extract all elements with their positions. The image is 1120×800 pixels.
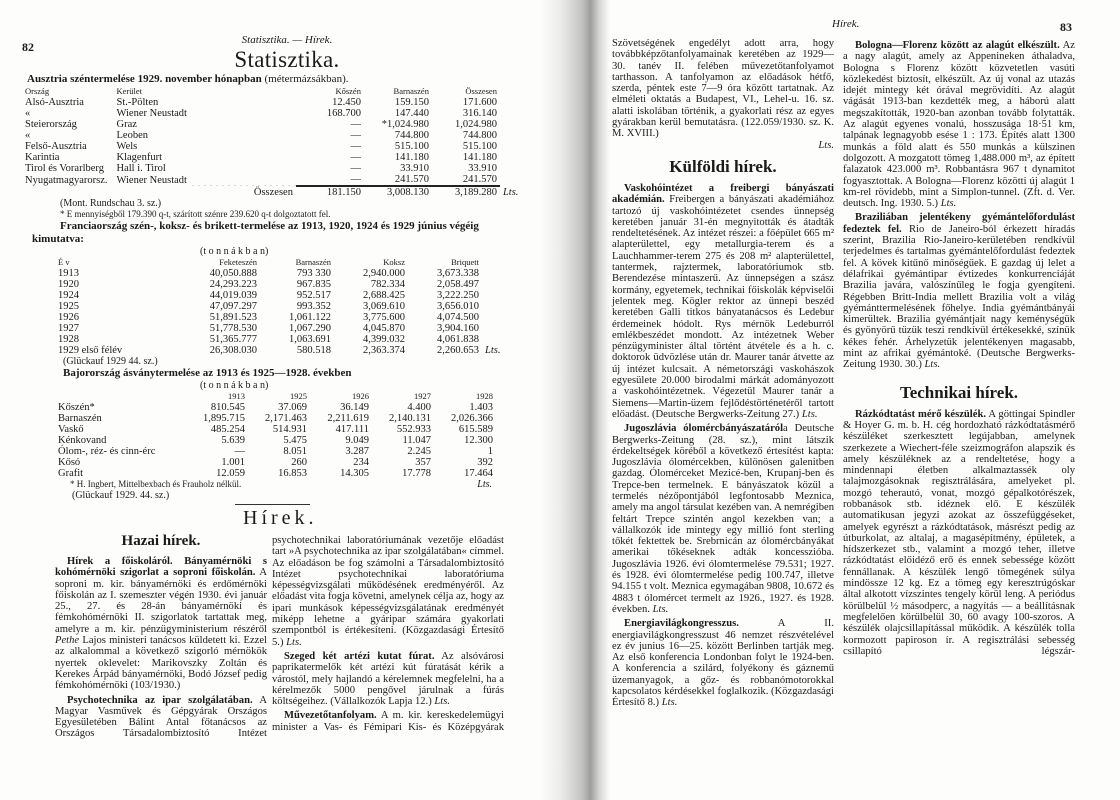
empty: [22, 186, 114, 198]
bavaria-footnote: * H. Ingbert, Mittelbexbach és Frauholz nélkül.: [70, 479, 242, 489]
article-body: a Deutsche Bergwerks-Zeitung (28. sz.), mint látszik érdekeltségek köréből a következő értesítést kapta: Jugoszlávia ólomércekben, különösen galenitben gazdag. Ólomérceket Mezicé-ben, Krupanj-ben és Trepce-ben termelnek. E bányászatok közül a termelés nézőpontjából legfontosabb Meznica, amely ma angol társulat kezében van. A nemrégiben feltárt Trepce szintén angol kezekben van; a vállalkozók ide mintegy egy millió font sterling tőkét fektettek be. Srebrnicán az ólomércbányákat amerikai tőkéseknek adták koncesszióba. Jugoszlávia 1926. évi ólomtermelése 79.531; 1927. és 1928. évi ólomtermelése pedig 100.747, illetve 94.155 t volt. Meznica egymagában 9808, 10.672 és 4883 t ólomércet termelt az 1926., 1927. és 1928. években.: [612, 423, 834, 615]
country-cell: Felső-Ausztria: [25, 141, 87, 152]
austria-heading-bold: Ausztria széntermelése 1929. november hónapban: [27, 73, 262, 85]
year-cell: 1929 első félév: [58, 345, 123, 356]
value-cell: 260: [291, 457, 307, 468]
article-college-exams: [55, 556, 267, 692]
country-cell: «: [25, 108, 31, 119]
value-cell: 159.150: [394, 97, 429, 108]
empty: [500, 119, 521, 130]
page-number-right: 83: [1060, 20, 1072, 34]
column-header: Kőszén: [335, 86, 361, 96]
value-cell: 51,365.777: [209, 334, 257, 345]
year-cell: 1928: [58, 334, 79, 345]
empty: [482, 312, 503, 323]
value-cell: 47,097.297: [209, 301, 257, 312]
empty: [500, 152, 521, 163]
article-szeged-wells: [272, 651, 504, 707]
value-cell: 316.140: [462, 108, 497, 119]
running-head: Statisztika. — Hírek.: [241, 34, 333, 46]
value-cell: 4,061.838: [437, 334, 479, 345]
news-title: Hírek.: [243, 507, 318, 529]
value-cell: 2,260.653: [437, 345, 479, 356]
article-psychotechnics: [55, 695, 267, 740]
value-cell: 967.835: [296, 279, 331, 290]
signature: Lts.: [818, 139, 834, 151]
article-bologna-tunnel: [843, 40, 1075, 209]
value-cell: —: [350, 141, 361, 152]
page-gutter-shadow: [540, 0, 610, 800]
empty: [500, 174, 521, 186]
foreign-heading: Külföldi hírek.: [669, 156, 777, 176]
table-row: [55, 446, 496, 457]
column-header: [482, 257, 503, 268]
article-yugoslavia: [612, 423, 834, 615]
year-cell: 1924: [58, 290, 79, 301]
empty: [482, 323, 503, 334]
empty: [482, 334, 503, 345]
year-cell: 1926: [58, 312, 79, 323]
article-body: A göttingai Spindler & Hoyer G. m. b. H. cég hordozható rázkódtatásmérő készüléket szerkesztett legújabban, amelynek szerkezete a Wiechert-féle szeizmográfon alapszik és amely készüléknek az a rendeltetése, hogy a mindennapi életben alkalmaztassék oly talajmozgásoknak regisztrálására, amelyeket pl. mozgó teherautó, vonat, mozgó gépalkotórészek, robbanások stb. idéznek elő. E készülék automatikusan jegyzi azokat az összefüggéseket, amelyek egyrészt a rázkódtatások, másrészt pedig az útburkolat, az altalaj, a magasépítmény, épületek, a hídszerkezet stb., valamint a mozgó teher, illetve rázkódtatást előidéző erő és ennek sebessége között fennállanak. A készülék lengő tömegének súlya mindössze 12 kg. Ez a tömeg egy keresztrúgóskar által alkotott vízszintes tengely körül leng. A periódus körülbelül ½ másodperc, a nagyítás — a beállításnak megfelelően körülbelül 30, 60 avagy 100-szoros. A készülék olajcsillapítással működik. A készülék tolla kormozott papiroson ír. A regisztrálási sebesség csillapító légszár-: [843, 408, 1075, 657]
table-row: [55, 312, 503, 323]
value-cell: 241.570: [394, 174, 429, 185]
value-cell: 5.475: [283, 435, 307, 446]
table-row: [22, 152, 521, 163]
page-number: 82: [22, 40, 34, 54]
leader-dots: [190, 163, 296, 174]
article-body: Freibergen a bányászati akadémiához tartozó új vaskohóintézetet csendes ünnepség keretében január 31-én megnyitották és átadták rendeltetésének. Az intézet részei: a főépület 665 m² alapterülettel, egy metallurgia-terem és a Lauchhammer-terem 275 és 208 m² alapterülettel, tantermek, rajztermek, laboratóriumok stb. Berendezése mintaszerű. Az ünnepségen a szász kormány, egyetemek, technikai főiskolák képviselői jelentek meg. Kögler rektor az ünnepi beszéd keretében Galli titkos bányatanácsos és Ledebur érdemeinek hódolt. Rys mérnök Ledeburról emlékbeszédet mondott. Az intézetnek Weber pénzügyminister által történt átvétele és a h. c. doktorok üdvözlése után dr. Maurer tanár átvette az új intézet kulcsait. A németországi vaskohászok egyesülete 20.000 birodalmi márkát adományozott a vaskohóintézetnek. Végezetül Maurer tanár a Siemens—Martin-üzem fejlődéstörténetéről tartott előadást. (Deutsche Bergwerks-Zeitung 27.): [612, 194, 834, 420]
france-unit: (t o n n á k b a n): [200, 246, 269, 257]
value-cell: 12.450: [332, 97, 361, 108]
district-cell: Leoben: [116, 130, 149, 141]
total-cell: 3,008.130: [364, 186, 432, 198]
total-cell: 181.150: [296, 186, 364, 198]
empty: [482, 268, 503, 279]
country-cell: Karintia: [25, 152, 60, 163]
leader-dots: [190, 108, 296, 119]
bavaria-table: [55, 391, 496, 479]
column-header: Koksz: [383, 257, 405, 267]
value-cell: 514.931: [272, 424, 307, 435]
value-cell: 9.049: [345, 435, 369, 446]
signature: Lts.: [502, 186, 519, 198]
value-cell: —: [350, 130, 361, 141]
signature: Lts.: [924, 359, 941, 371]
mineral-cell: Kénkovand: [58, 435, 107, 446]
empty: [500, 97, 521, 108]
column-header: Összesen: [465, 86, 497, 96]
article-body: Az a nagy alagút, amely az Appenineken áthaladva, Bologna s Florenz között közvetetlen vasúti közlekedést biztosít, elkészült. Az új vonal az utazás idejét mintegy két órával megrövidíti. Az alagút vágását 1913-ban kezdették meg, a háború alatt megszakították, 1920-ban azonban tovább folytatták. Az alagút egyenes vonalú, hosszusága 18·51 km, talpának legnagyobb esése 1 : 173. Építés alatt 1300 munkás a föld alatt és 550 munkás a külszinen dolgozott. A mozgatott tömeg 1,488.000 m³, az épített falazatok 423.000 m³. Robbantásra 967 t dynamitot fogyasztottak. A Bologna—Florenz közötti új alagút 1 km-rel rövidebb, mint a Simplon-tunnel. (Zft. d. Ver. deutsch. Ing. 1930. 5.): [843, 40, 1075, 210]
value-cell: 2,140.131: [389, 413, 431, 424]
value-cell: 44,019.039: [209, 290, 257, 301]
technical-heading: Technikai hírek.: [899, 382, 1019, 402]
value-cell: 3,069.610: [363, 301, 405, 312]
value-cell: 51,778.530: [209, 323, 257, 334]
table-row: [55, 457, 496, 468]
district-cell: Wiener Neustadt: [116, 108, 187, 119]
table-row: [55, 413, 496, 424]
value-cell: 3,656.010: [437, 301, 479, 312]
empty: [482, 301, 503, 312]
value-cell: 4,399.032: [363, 334, 405, 345]
total-cell: 3,189.280: [432, 186, 500, 198]
table-row: [22, 119, 521, 130]
value-cell: 515.100: [394, 141, 429, 152]
leader-dots: [190, 130, 296, 141]
column-header: Barnaszén: [295, 257, 331, 267]
column-header: Kerület: [116, 86, 143, 96]
value-cell: —: [350, 163, 361, 174]
article-body: A m. kir. kereskedelemügyi minister a Vas- és Fémipari Kis- és Középgyárak: [272, 710, 504, 733]
value-cell: 141.180: [462, 152, 497, 163]
mineral-cell: Ólom-, réz- és cinn-érc: [58, 446, 156, 457]
domestic-news-column-2: [272, 535, 504, 733]
value-cell: 1.403: [469, 402, 493, 413]
mineral-cell: Grafit: [58, 468, 84, 479]
total-row: [22, 186, 521, 198]
signature: Lts.: [485, 345, 501, 356]
value-cell: 3.287: [345, 446, 369, 457]
value-cell: 241.570: [462, 174, 497, 185]
value-cell: 580.518: [296, 345, 331, 356]
value-cell: 1: [487, 446, 493, 457]
article-energy-congress: [612, 618, 834, 708]
value-cell: 2,026.366: [451, 413, 493, 424]
value-cell: 2,171.463: [265, 413, 307, 424]
table-row: [22, 141, 521, 152]
column-header: 1913: [228, 391, 245, 401]
column-header: 1928: [476, 391, 493, 401]
country-cell: Tirol és Vorarlberg: [25, 163, 104, 174]
country-cell: Alsó-Ausztria: [25, 97, 84, 108]
article-freiberg: [612, 183, 834, 420]
header-row: [22, 86, 521, 97]
signature: Lts.: [434, 696, 450, 708]
value-cell: 17.778: [402, 468, 431, 479]
value-cell: 417.111: [335, 424, 369, 435]
column-header: É v: [58, 257, 70, 267]
article-body: A soproni m. kir. bányamérnöki és erdőmérnöki főiskolán az I. szemeszter végén 1930. évi január 25., 27. és 28-án bányamérnöki és fémkohómérnöki II. szigorlatok tartattak meg, amelyre a m. kir. pénzügyministerium részéről: [55, 567, 267, 635]
column-header: [190, 86, 296, 97]
table-row: [55, 290, 503, 301]
value-cell: 3,775.600: [363, 312, 405, 323]
article-title: Szeged két artézi kutat fúrat.: [284, 650, 435, 662]
austria-footnote: * E mennyiségből 179.390 q-t, szárított szénre 239.620 q-t dolgoztatott fel.: [60, 209, 331, 219]
value-cell: 1,024.980: [454, 119, 497, 130]
empty: [500, 163, 521, 174]
article-title: Energiavilágkongresszus.: [624, 618, 739, 630]
value-cell: 234: [353, 457, 369, 468]
value-cell: 952.517: [296, 290, 331, 301]
bavaria-signature: Lts.: [477, 479, 492, 490]
leader-dots: [190, 97, 296, 108]
bavaria-source: (Glückauf 1929. 44. sz.): [72, 490, 170, 501]
leader-dots: [190, 141, 296, 152]
table-row: [55, 268, 503, 279]
mineral-cell: Vaskő: [58, 424, 84, 435]
signature: Lts.: [940, 198, 957, 210]
austria-heading: [22, 73, 522, 86]
year-cell: 1927: [58, 323, 79, 334]
table-row: [55, 323, 503, 334]
district-cell: St.-Pölten: [116, 97, 159, 108]
column-header: Ország: [25, 86, 50, 96]
value-cell: 744.800: [462, 130, 497, 141]
district-cell: Graz: [116, 119, 137, 130]
france-heading: Franciaország szén-, koksz- és brikett-termelése az 1913, 1920, 1924 és 1929 június végéig kimutatva:: [32, 220, 479, 245]
value-cell: 4,074.500: [437, 312, 479, 323]
table-row: [55, 402, 496, 413]
right-column-1: [612, 38, 834, 709]
signature: Lts.: [801, 408, 818, 420]
table-row: [55, 345, 503, 356]
austria-heading-unit: (métermázsákban).: [264, 73, 349, 85]
value-cell: 552.933: [396, 424, 431, 435]
country-cell: Nyugatmagyarorsz.: [25, 174, 108, 186]
column-header: 1926: [352, 391, 369, 401]
article-foreman-course-cont: Szövetségének engedélyt adott arra, hogy továbbképzőtanfolyamainak keretében az 1929—30. tanév II. felében művezetőtanfolyamot tarthasson. A tanfolyamon az előadások hétfő, szerda, péntek este 7—9 óra között tartatnak. Az elméleti oktatás a Budapest, VI., Lehel-u. 16. sz. alatti iskolában történik, a gyakorlati rész az egyes gyárakban kerül bemutatásra. (122.059/1930. sz. K. M. XVIII.): [612, 38, 834, 140]
value-cell: 2.245: [407, 446, 431, 457]
value-cell: 37.069: [278, 402, 307, 413]
table-row: [22, 130, 521, 141]
value-cell: 24,293.223: [209, 279, 257, 290]
article-body: Rio de Janeiro-ból érkezett híradás szerint, Brazilia Rio-Janeiro-kerületében rendkívül terjedelmes és tartalmas gyémántelőfordulást fedeztek fel. A kövek kitűnő minőségűek. E gazdag új lelet a délafrikai gyémántipar évtizedes konkurrenciáját Brazilia javára, valószínűleg le fogja gyengíteni. Régebben Britt-India mellett Brazilia volt a világ gyémánttermelésének főhelye. India gyémántbányái kimerültek. Brazilia gyémántjait nagy keménységük és gyönyörű tüzük teszi rendkívül értékesekké, színük kékes fehér. Árhelyzetük jelentékenyen magasabb, mint az afrikai gyémántoké. (Deutsche Bergwerks-Zeitung 1930. 30.): [843, 223, 1075, 371]
value-cell: 2,940.000: [363, 268, 405, 279]
value-cell: 26,308.030: [209, 345, 257, 356]
article-body: A II. energiavilágkongresszust 46 nemzet részvételével ez év junius 16—25. között Berlinben tartják meg. Az első konferencia Londonban folyt le 1924-ben. A konferencia a szilárd, folyékony és gáznemű üzemanyagok, a gőz- és robbanómotorokkal kapcsolatos kérdésekkel foglalkozik. (Közgazdasági Értesítő 8.): [612, 618, 834, 709]
value-cell: 2,363.374: [363, 345, 405, 356]
table-row: [22, 97, 521, 108]
value-cell: 16.853: [278, 468, 307, 479]
value-cell: 40,050.888: [209, 268, 257, 279]
column-header: [55, 391, 186, 402]
leader-dots: [190, 174, 296, 186]
value-cell: 793 330: [296, 268, 331, 279]
value-cell: 810.545: [210, 402, 245, 413]
empty: [482, 279, 503, 290]
bavaria-unit: (t o n n á k b a n): [200, 380, 269, 391]
value-cell: —: [350, 152, 361, 163]
district-cell: Wiener Neustadt: [116, 174, 187, 186]
table-row: [55, 301, 503, 312]
article-body: psychotechnikai laboratóriumának vezetője előadást tart »A psychotechnika az ipar szolgálatában« címmel. Az előadáson be fog számolni a Társadalombiztosító Intézet psychotechnikai laboratóriuma képességvizsgálati működésének eredményéről. Az előadást vita fogja követni, amelynek célja az, hogy az ipari munkások képességvizsgálatának eredményét miképp lehetne a gyáripar számára gyakorlati szempontból is értékesíteni. (Közgazdasági Értesítő 5.): [272, 535, 504, 648]
left-page: [0, 0, 545, 800]
district-cell: Hall i. Tirol: [116, 163, 166, 174]
column-header: [500, 86, 521, 97]
column-header: 1925: [290, 391, 307, 401]
value-cell: 14.305: [340, 468, 369, 479]
value-cell: 2,211.619: [327, 413, 369, 424]
article-name: Pethe: [55, 635, 80, 647]
value-cell: 2,688.425: [363, 290, 405, 301]
table-row: [22, 108, 521, 119]
article-title: Vaskohóintézet a freibergi bányászati akadémián.: [612, 182, 834, 206]
article-psychotechnics-cont: [272, 535, 504, 648]
signature: Lts.: [661, 697, 678, 709]
year-cell: 1913: [58, 268, 79, 279]
mineral-cell: Kősó: [58, 457, 81, 468]
value-cell: 3,673.338: [437, 268, 479, 279]
empty: [500, 130, 521, 141]
leader-dots: [190, 119, 296, 130]
value-cell: 36.149: [340, 402, 369, 413]
value-cell: 3,222.250: [437, 290, 479, 301]
austria-source: (Mont. Rundschau 3. sz.): [60, 198, 162, 209]
value-cell: 33.910: [468, 163, 497, 174]
signature: Lts.: [286, 636, 302, 648]
section-title: Statisztika.: [234, 47, 340, 72]
value-cell: —: [350, 174, 361, 185]
article-title: Bologna—Florenz között az alagút elkészült.: [855, 40, 1060, 51]
mineral-cell: Barnaszén: [58, 413, 102, 424]
value-cell: 3,904.160: [437, 323, 479, 334]
article-title: Művezetőtanfolyam.: [284, 710, 377, 722]
district-cell: Wels: [116, 141, 138, 152]
table-row: [55, 468, 496, 479]
article-title: Psychotechnika az ipar szolgálatában.: [67, 694, 253, 706]
bavaria-heading: Bajorország ásványtermelése az 1913 és 1925—1928. években: [63, 367, 352, 379]
value-cell: 4,045.870: [363, 323, 405, 334]
value-cell: 171.600: [462, 97, 497, 108]
value-cell: —: [234, 446, 245, 457]
value-cell: 168.700: [326, 108, 361, 119]
divider: [235, 504, 310, 505]
table-row: [22, 174, 521, 186]
article-vibration-meter: [843, 409, 1075, 658]
value-cell: 392: [477, 457, 493, 468]
empty: [500, 141, 521, 152]
column-header: Briquett: [451, 257, 479, 267]
table-row: [22, 163, 521, 174]
table-row: [55, 435, 496, 446]
header-row: [55, 257, 503, 268]
value-cell: 4.400: [407, 402, 431, 413]
total-label: Összesen: [253, 186, 293, 198]
column-header: Feketeszén: [219, 257, 257, 267]
mineral-cell: Kőszén*: [58, 402, 95, 413]
signature: Lts.: [652, 603, 669, 615]
article-foreman-course: [272, 710, 504, 733]
value-cell: 12.059: [216, 468, 245, 479]
bavaria-footer: [22, 479, 492, 490]
column-header: 1927: [414, 391, 431, 401]
value-cell: —: [350, 119, 361, 130]
value-cell: 147.440: [394, 108, 429, 119]
statistics-section: [22, 34, 522, 529]
column-header: Barnaszén: [393, 86, 429, 96]
article-title: Jugoszlávia ólomércbányászatáról: [624, 423, 784, 435]
value-cell: 12.300: [464, 435, 493, 446]
empty: [482, 290, 503, 301]
country-cell: Steierország: [25, 119, 77, 130]
value-cell: 1,895.715: [203, 413, 245, 424]
france-source: (Glückauf 1929 44. sz.): [63, 356, 158, 367]
value-cell: 2,058.497: [437, 279, 479, 290]
district-cell: Klagenfurt: [116, 152, 162, 163]
leader-dots: [190, 152, 296, 163]
article-body: A Magyar Vasművek és Gépgyárak Országos Egyesületében Bálint Antal főtanácsos az Országos Társadalombiztosító Intézet: [55, 694, 267, 740]
article-title: Braziliában jelentékeny gyémántelőfordulást fedeztek fel.: [843, 212, 1075, 235]
value-cell: 8.051: [283, 446, 307, 457]
value-cell: 33.910: [400, 163, 429, 174]
table-row: [55, 334, 503, 345]
austria-table: [22, 86, 521, 198]
empty: [500, 108, 521, 119]
value-cell: 744.800: [394, 130, 429, 141]
country-cell: «: [25, 130, 31, 141]
domestic-heading: Hazai hírek.: [121, 533, 201, 549]
value-cell: *1,024.980: [381, 119, 429, 130]
article-title: Rázkódtatást mérő készülék.: [855, 408, 986, 420]
value-cell: 615.589: [458, 424, 493, 435]
value-cell: 485.254: [210, 424, 245, 435]
value-cell: 993.352: [296, 301, 331, 312]
table-row: [55, 424, 496, 435]
article-body: Az alsóvárosi paprikatermelők két artézi kút fúratását kérik a várostól, mely hajlandó a kérelemnek megfelelni, ha a kérelmezők 5000 pengővel járulnak a fúrás költségeihez. (Vállalkozók Lapja 12.): [272, 650, 504, 708]
france-table: [55, 257, 503, 356]
running-head-right: Hírek.: [832, 18, 860, 30]
domestic-news-column: [55, 532, 267, 740]
value-cell: 782.334: [370, 279, 405, 290]
article-brazil-diamonds: [843, 212, 1075, 370]
value-cell: 11.047: [402, 435, 431, 446]
value-cell: 17.464: [464, 468, 493, 479]
value-cell: 357: [415, 457, 431, 468]
value-cell: 1,063.691: [289, 334, 331, 345]
value-cell: 1,067.290: [289, 323, 331, 334]
value-cell: 141.180: [394, 152, 429, 163]
table-row: [55, 279, 503, 290]
right-column-2: [843, 40, 1075, 657]
empty: [114, 186, 190, 198]
year-cell: 1925: [58, 301, 79, 312]
article-title: Hírek a főiskoláról. Bányamérnöki s kohómérnöki szigorlat a soproni főiskolán.: [55, 556, 267, 579]
value-cell: 1,061.122: [289, 312, 331, 323]
value-cell: 5.639: [221, 435, 245, 446]
header-row: [55, 391, 496, 402]
value-cell: 515.100: [462, 141, 497, 152]
article-body: Lajos ministeri tanácsos küldetett ki. Ezzel az alkalommal a következő szigorló mérnökök nyertek oklevelet: Marikovszky Zoltán és Kerekes Árpád bányamérnöki, Bodó József pedig fémkohómérnöki (103/1930.): [55, 635, 267, 692]
year-cell: 1920: [58, 279, 79, 290]
value-cell: 51,891.523: [209, 312, 257, 323]
value-cell: 1.001: [221, 457, 245, 468]
